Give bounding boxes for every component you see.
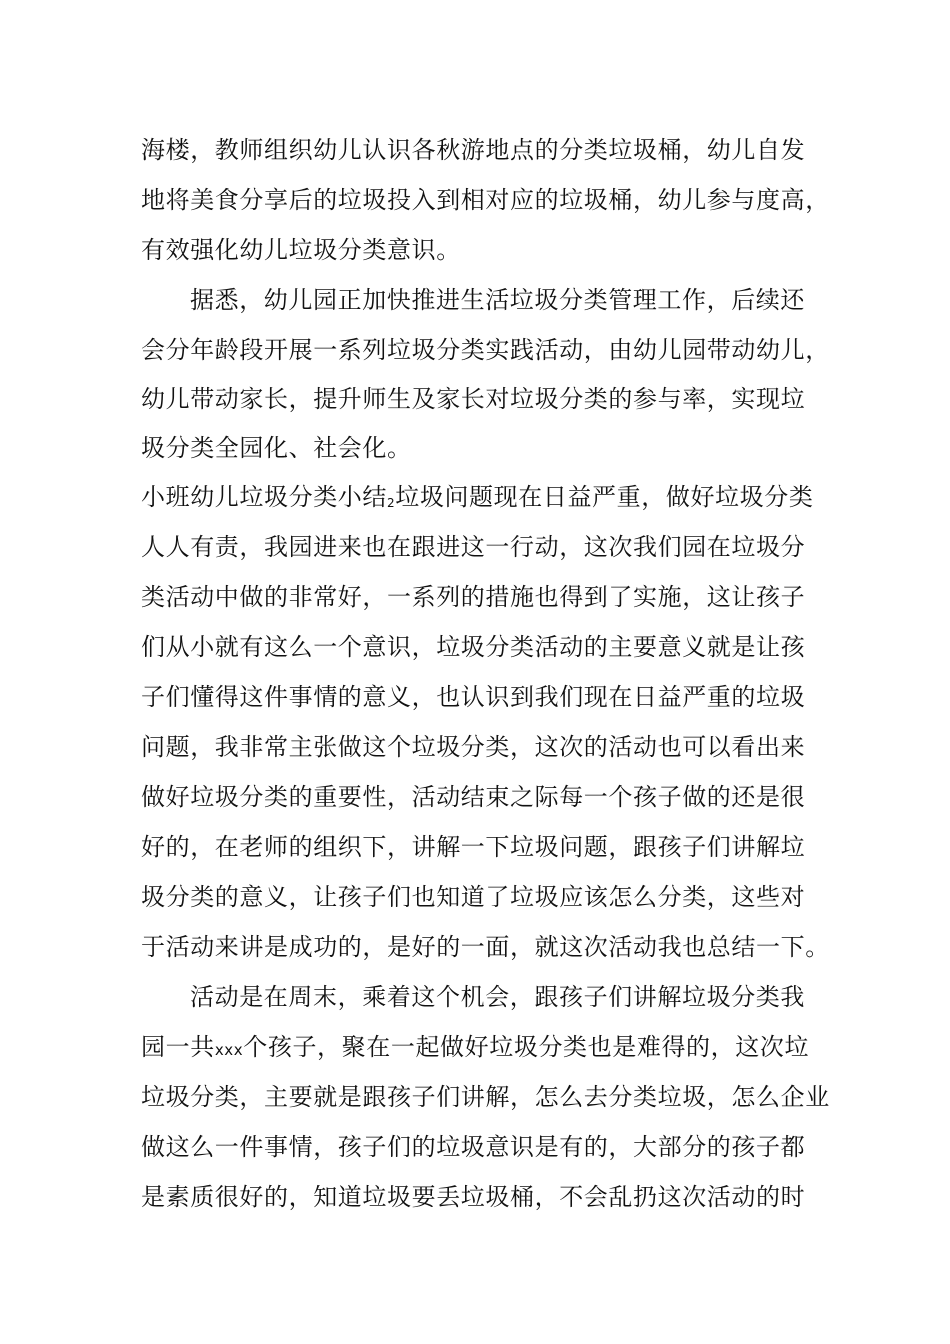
text-fragment: 个孩子，聚在一起做好垃圾分类也是难得的，这次垃 (243, 1033, 810, 1061)
text-line: 幼儿带动家长，提升师生及家长对垃圾分类的参与率，实现垃 (141, 385, 806, 413)
section-heading-line (141, 482, 813, 518)
text-line: 垃圾分类，主要就是跟孩子们讲解，怎么去分类垃圾，怎么企业 (141, 1083, 830, 1111)
text-line: 有效强化幼儿垃圾分类意识。 (141, 236, 461, 264)
text-line: 地将美食分享后的垃圾投入到相对应的垃圾桶，幼儿参与度高， (141, 186, 830, 214)
text-line: 会分年龄段开展一系列垃圾分类实践活动，由幼儿园带动幼儿， (141, 336, 830, 364)
text-line: 问题，我非常主张做这个垃圾分类，这次的活动也可以看出来 (141, 733, 806, 761)
paragraph-first-line: 据悉，幼儿园正加快推进生活垃圾分类管理工作，后续还 (190, 286, 805, 314)
text-line: 于活动来讲是成功的，是好的一面，就这次活动我也总结一下。 (141, 933, 830, 961)
text-line: 海楼，教师组织幼儿认识各秋游地点的分类垃圾桶，幼儿自发 (141, 136, 806, 164)
text-line: 子们懂得这件事情的意义，也认识到我们现在日益严重的垃圾 (141, 683, 806, 711)
text-line: 类活动中做的非常好，一系列的措施也得到了实施，这让孩子 (141, 583, 806, 611)
heading-continuation: 垃圾问题现在日益严重，做好垃圾分类 (395, 483, 814, 511)
text-line: 好的，在老师的组织下，讲解一下垃圾问题，跟孩子们讲解垃 (141, 833, 806, 861)
text-line: 人人有责，我园进来也在跟进这一行动，这次我们园在垃圾分 (141, 533, 806, 561)
text-line: 们从小就有这么一个意识，垃圾分类活动的主要意义就是让孩 (141, 633, 806, 661)
text-line: 圾分类全园化、社会化。 (141, 434, 412, 462)
paragraph-first-line: 活动是在周末，乘着这个机会，跟孩子们讲解垃圾分类我 (190, 983, 805, 1011)
text-line: 做这么一件事情，孩子们的垃圾意识是有的，大部分的孩子都 (141, 1133, 806, 1161)
heading-text: 小班幼儿垃圾分类小结 (141, 483, 387, 511)
text-line (141, 1032, 809, 1065)
count-placeholder: xxx (214, 1041, 244, 1059)
text-line: 是素质很好的，知道垃圾要丢垃圾桶，不会乱扔这次活动的时 (141, 1183, 806, 1211)
text-fragment: 园一共 (141, 1033, 215, 1061)
heading-number: 2 (387, 496, 396, 510)
text-line: 做好垃圾分类的重要性，活动结束之际每一个孩子做的还是很 (141, 783, 806, 811)
text-line: 圾分类的意义，让孩子们也知道了垃圾应该怎么分类，这些对 (141, 883, 806, 911)
